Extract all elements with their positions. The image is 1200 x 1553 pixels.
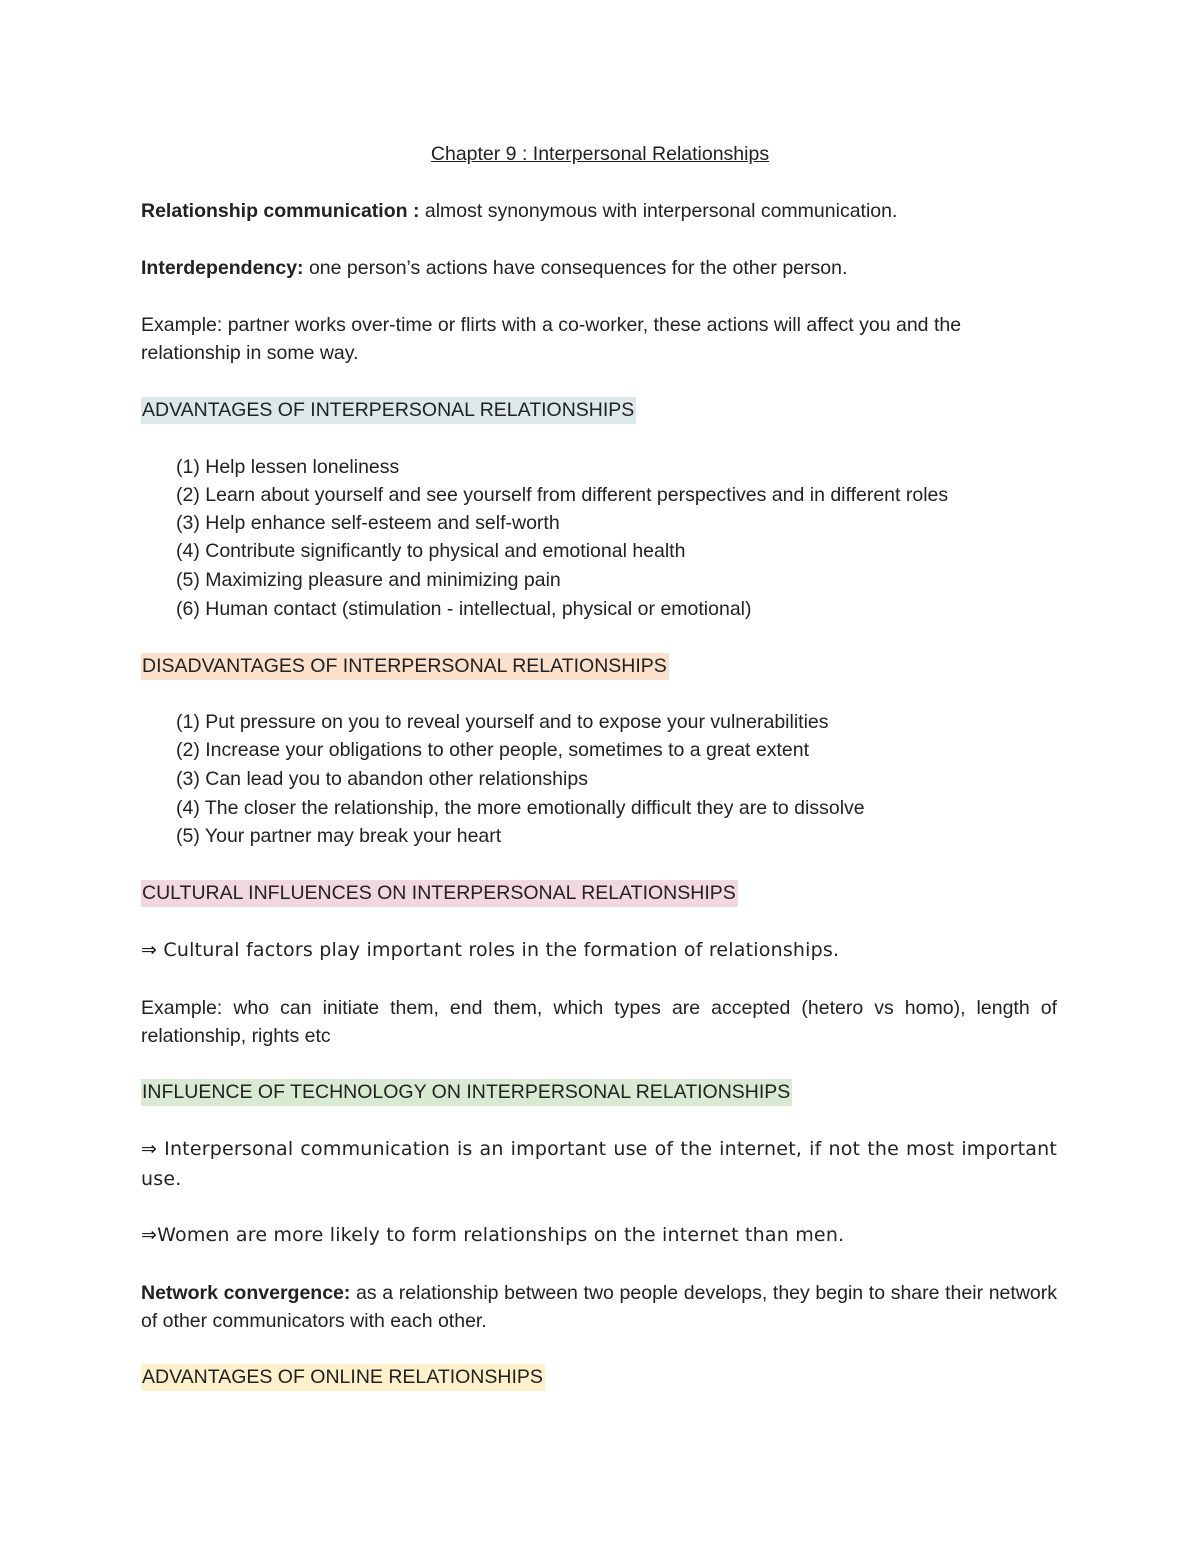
advantages-heading: ADVANTAGES OF INTERPERSONAL RELATIONSHIPS xyxy=(141,397,636,424)
technology-point-2: ⇒Women are more likely to form relationships on the internet than men. xyxy=(141,1224,845,1246)
technology-point-1: ⇒ Interpersonal communication is an important use of the internet, if not the most important use. xyxy=(141,1138,1057,1190)
list-item: (1) Help lessen loneliness xyxy=(176,456,400,478)
definition-text: almost synonymous with interpersonal communication. xyxy=(419,200,898,222)
advantages-heading-line xyxy=(141,396,636,424)
cultural-point: ⇒ Cultural factors play important roles in the formation of relationships. xyxy=(141,939,840,961)
cultural-heading-line xyxy=(141,879,738,907)
technology-heading: INFLUENCE OF TECHNOLOGY ON INTERPERSONAL RELATIONSHIPS xyxy=(141,1079,792,1106)
technology-heading-line xyxy=(141,1078,792,1106)
list-item: (1) Put pressure on you to reveal yourself and to expose your vulnerabilities xyxy=(176,711,829,733)
page-title: Chapter 9 : Interpersonal Relationships xyxy=(430,143,770,165)
list-item: (2) Increase your obligations to other people, sometimes to a great extent xyxy=(176,739,810,761)
definition-text: as a relationship between two people develops, they begin to share their network of other communicators with each other. xyxy=(141,1282,1057,1332)
cultural-example: Example: who can initiate them, end them, which types are accepted (hetero vs homo), length of relationship, rights etc xyxy=(141,997,1057,1047)
cultural-heading: CULTURAL INFLUENCES ON INTERPERSONAL RELATIONSHIPS xyxy=(141,880,738,907)
term-network-convergence: Network convergence: xyxy=(141,1282,351,1304)
relationship-communication-definition xyxy=(141,197,897,225)
list-item: (5) Maximizing pleasure and minimizing pain xyxy=(176,569,561,591)
list-item: (4) The closer the relationship, the more emotionally difficult they are to dissolve xyxy=(176,797,865,819)
disadvantages-heading-line xyxy=(141,652,669,680)
term-relationship-communication: Relationship communication : xyxy=(141,200,420,222)
example-paragraph: Example: partner works over-time or flirts with a co-worker, these actions will affect you and the relationship in some way. xyxy=(141,314,962,364)
online-heading: ADVANTAGES OF ONLINE RELATIONSHIPS xyxy=(141,1364,545,1391)
interdependency-definition xyxy=(141,254,847,282)
disadvantages-heading: DISADVANTAGES OF INTERPERSONAL RELATIONSHIPS xyxy=(141,653,669,680)
list-item: (3) Help enhance self-esteem and self-worth xyxy=(176,512,560,534)
list-item: (5) Your partner may break your heart xyxy=(176,825,502,847)
list-item: (2) Learn about yourself and see yourself from different perspectives and in different roles xyxy=(176,484,949,506)
online-heading-line xyxy=(141,1363,545,1391)
list-item: (3) Can lead you to abandon other relationships xyxy=(176,768,588,790)
list-item: (6) Human contact (stimulation - intellectual, physical or emotional) xyxy=(176,598,752,620)
list-item: (4) Contribute significantly to physical and emotional health xyxy=(176,540,686,562)
definition-text: one person’s actions have consequences for the other person. xyxy=(303,257,848,279)
term-interdependency: Interdependency: xyxy=(141,257,304,279)
network-convergence-definition xyxy=(141,1279,1057,1335)
